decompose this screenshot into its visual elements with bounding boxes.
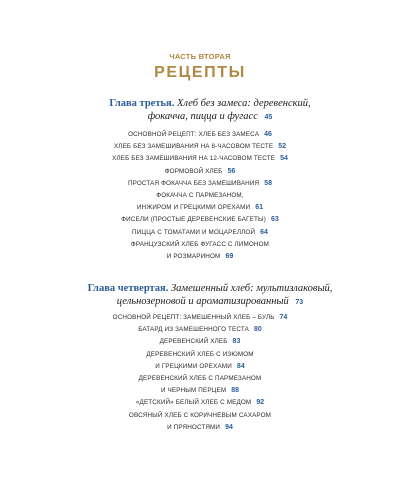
toc-entry[interactable] [0, 129, 400, 141]
toc-entry-title: ОСНОВНОЙ РЕЦЕПТ: ХЛЕБ БЕЗ ЗАМЕСА [128, 131, 260, 138]
toc-entry-page-number: 92 [256, 399, 265, 407]
toc-entry[interactable] [0, 324, 400, 336]
chapter-title-line1: Замешенный хлеб: мультизлаковый, [170, 283, 333, 294]
toc-entry-title: ОСНОВНОЙ РЕЦЕПТ: ЗАМЕШЕННЫЙ ХЛЕБ – БУЛЬ [112, 314, 275, 321]
toc-entry-page-number: 46 [264, 131, 272, 138]
toc-entry[interactable] [0, 397, 400, 409]
toc-entry[interactable] [0, 190, 400, 202]
part-title: РЕЦЕПТЫ [154, 64, 246, 81]
toc-entry-title: И РОЗМАРИНОМ [166, 252, 221, 260]
toc-entry-title: ХЛЕБ БЕЗ ЗАМЕШИВАНИЯ НА 12-ЧАСОВОМ ТЕСТЕ [112, 155, 276, 163]
toc-entry-title: ОВСЯНЫЙ ХЛЕБ С КОРИЧНЕВЫМ САХАРОМ [128, 411, 272, 419]
toc-entry-title: ДЕРЕВЕНСКИЙ ХЛЕБ С ИЗЮМОМ [146, 350, 254, 358]
toc-entry-title: БАТАРД ИЗ ЗАМЕШЕННОГО ТЕСТА [138, 326, 249, 334]
toc-entry-page-number: 56 [227, 167, 236, 175]
chapter-title-line2: цельнозерновой и ароматизированный [116, 296, 289, 307]
toc-entry[interactable] [0, 349, 400, 361]
chapter-four-heading[interactable] [60, 282, 360, 309]
toc-entry-page-number: 88 [231, 387, 240, 395]
toc-entry-page-number: 52 [278, 143, 287, 151]
toc-entry-title: И ПРЯНОСТЯМИ [167, 423, 221, 431]
chapter-three-entries [0, 129, 400, 263]
toc-entry[interactable] [0, 361, 400, 373]
chapter-label: Глава четвертая. [87, 283, 169, 294]
toc-entry[interactable] [0, 141, 400, 153]
chapter-four-entries [0, 312, 400, 434]
toc-entry-page-number: 63 [271, 216, 279, 224]
toc-entry[interactable] [0, 373, 400, 385]
toc-entry-page-number: 58 [264, 179, 273, 187]
chapter-title-line2: фокачча, пицца и фугасс [147, 111, 258, 122]
toc-entry-title: ДЕРЕВЕНСКИЙ ХЛЕБ С ПАРМЕЗАНОМ [138, 374, 262, 382]
toc-entry-title: ИНЖИРОМ И ГРЕЦКИМИ ОРЕХАМИ [137, 204, 251, 212]
toc-entry[interactable] [0, 410, 400, 422]
toc-entry-title: ФРАНЦУЗСКИЙ ХЛЕБ ФУГАСС С ЛИМОНОМ [130, 240, 270, 248]
toc-entry-page-number: 54 [280, 155, 288, 163]
toc-entry[interactable] [0, 166, 400, 178]
toc-entry[interactable] [0, 214, 400, 226]
chapter-page-number: 73 [295, 299, 304, 306]
toc-entry-title: И ГРЕЦКИМИ ОРЕХАМИ [155, 362, 232, 370]
chapter-label: Глава третья. [109, 98, 175, 109]
toc-entry-title: ФОРМОВОЙ ХЛЕБ [164, 167, 223, 175]
toc-entry-title: ДЕРЕВЕНСКИЙ ХЛЕБ [159, 338, 228, 346]
toc-entry[interactable] [0, 227, 400, 239]
toc-entry-page-number: 64 [260, 228, 268, 236]
toc-entry-title: ФОКАЧЧА С ПАРМЕЗАНОМ, [156, 191, 244, 199]
toc-entry-title: ХЛЕБ БЕЗ ЗАМЕШИВАНИЯ НА 8-ЧАСОВОМ ТЕСТЕ [113, 143, 274, 151]
chapter-title-line1: Хлеб без замеса: деревенский, [176, 98, 311, 109]
toc-entry-title: ПРОСТАЯ ФОКАЧЧА БЕЗ ЗАМЕШИВАНИЯ [127, 179, 260, 187]
toc-entry-page-number: 74 [279, 314, 288, 321]
toc-entry-title: ПИЦЦА С ТОМАТАМИ И МОЦАРЕЛЛОЙ [132, 228, 256, 236]
toc-entry-page-number: 61 [255, 204, 263, 212]
toc-entry[interactable] [0, 202, 400, 214]
toc-entry-title: «ДЕТСКИЙ» БЕЛЫЙ ХЛЕБ С МЕДОМ [135, 399, 252, 407]
toc-entry-page-number: 83 [232, 338, 241, 346]
toc-entry-page-number: 80 [254, 326, 262, 334]
toc-entry-page-number: 69 [225, 252, 234, 260]
toc-entry-page-number: 94 [225, 423, 233, 431]
toc-entry[interactable] [0, 178, 400, 190]
toc-entry[interactable] [0, 251, 400, 263]
toc-entry[interactable] [0, 336, 400, 348]
toc-entry[interactable] [0, 385, 400, 397]
toc-entry[interactable] [0, 153, 400, 165]
part-label: ЧАСТЬ ВТОРАЯ [169, 52, 231, 61]
toc-entry[interactable] [0, 422, 400, 434]
chapter-three-heading[interactable] [60, 97, 360, 124]
toc-entry-page-number: 84 [236, 362, 245, 370]
toc-entry[interactable] [0, 239, 400, 251]
toc-entry-title: И ЧЕРНЫМ ПЕРЦЕМ [160, 387, 227, 395]
toc-entry[interactable] [0, 312, 400, 324]
toc-entry-title: ФИСЕЛИ (ПРОСТЫЕ ДЕРЕВЕНСКИЕ БАГЕТЫ) [121, 216, 267, 224]
chapter-page-number: 45 [264, 114, 273, 121]
